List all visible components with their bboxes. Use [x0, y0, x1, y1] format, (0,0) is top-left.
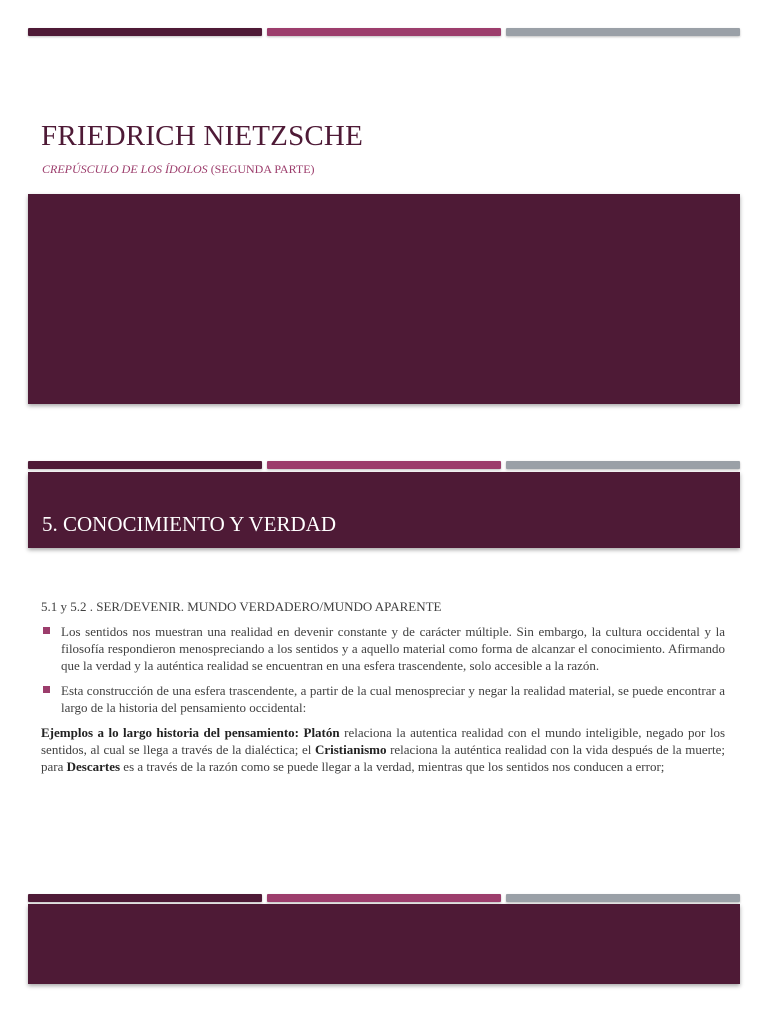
stripe-gray — [506, 461, 740, 469]
platon-text: relaciona la autentica realidad con el mundo inteligible, negado por los sentidos, al cual se llega a través de la dialéctica; el — [41, 725, 726, 757]
subsection-heading: 5.1 y 5.2 . SER/DEVENIR. MUNDO VERDADERO/MUNDO APARENTE — [41, 599, 442, 614]
bullet-text: Los sentidos nos muestran una realidad en devenir constante y de carácter múltiple. Sin embargo, la cultura occidental y la filosofía respondieron menospreciando a los sentidos y a aquello material como forma de alcanzar el conocimiento. Afirmando que la verdad y la auténtica realidad se encuentran en una esfera trascendente, solo accesible a la razón. — [61, 624, 725, 673]
bullet-text: Esta construcción de una esfera trascendente, a partir de la cual menospreciar y negar la realidad material, se puede encontrar a largo de la historia del pensamiento occidental: — [61, 683, 725, 715]
descartes-name: Descartes — [66, 759, 121, 774]
slide2-top-stripes — [28, 461, 740, 469]
cristianismo-name: Cristianismo — [314, 742, 387, 757]
subtitle-rest: (SEGUNDA PARTE) — [207, 162, 315, 176]
slide1-top-stripes — [28, 28, 740, 36]
slide3-header-panel — [28, 904, 740, 984]
slide2-content — [41, 598, 725, 775]
slide2-header-panel — [28, 472, 740, 548]
bullet-list — [41, 623, 725, 716]
stripe-dark — [28, 28, 262, 36]
slide1-title: FRIEDRICH NIETZSCHE — [41, 120, 363, 152]
descartes-text: es a través de la razón como se puede llegar a la verdad, mientras que los sentidos nos conducen a error; — [120, 759, 665, 774]
stripe-magenta — [267, 28, 501, 36]
stripe-dark — [28, 461, 262, 469]
slide1-image-panel — [28, 194, 740, 404]
stripe-magenta — [267, 894, 501, 902]
examples-lead: Ejemplos a lo largo historia del pensamiento: — [41, 725, 300, 740]
subtitle-italic: CREPÚSCULO DE LOS ÍDOLOS — [42, 162, 208, 176]
slide1-subtitle — [42, 162, 315, 177]
bullet-square-icon — [43, 686, 50, 693]
list-item — [41, 682, 725, 716]
bullet-square-icon — [43, 627, 50, 634]
section-heading: 5. CONOCIMIENTO Y VERDAD — [42, 512, 336, 536]
list-item — [41, 623, 725, 674]
stripe-magenta — [267, 461, 501, 469]
slide3-top-stripes — [28, 894, 740, 902]
stripe-gray — [506, 28, 740, 36]
stripe-gray — [506, 894, 740, 902]
platon-name: Platón — [303, 725, 340, 740]
stripe-dark — [28, 894, 262, 902]
examples-paragraph — [41, 724, 725, 775]
cristianismo-text: relaciona la auténtica realidad con la vida después de la muerte; para — [41, 742, 725, 774]
